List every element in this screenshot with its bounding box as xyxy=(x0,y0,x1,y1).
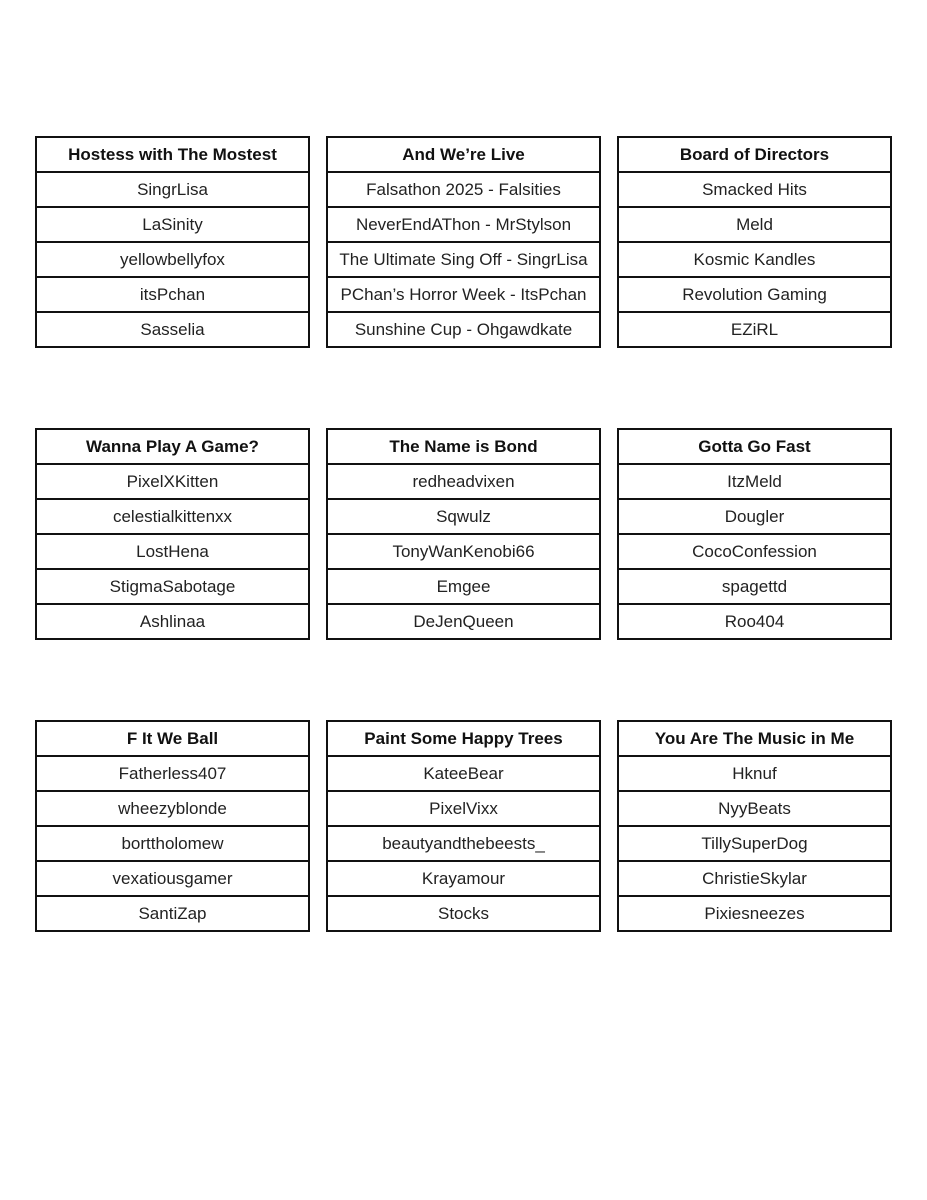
table-row xyxy=(36,569,309,604)
table-row xyxy=(327,534,600,569)
nominee-cell: LaSinity xyxy=(36,207,309,242)
nominee-cell: redheadvixen xyxy=(327,464,600,499)
nominee-cell: itsPchan xyxy=(36,277,309,312)
table-row xyxy=(618,896,891,931)
nominee-cell: beautyandthebeests_ xyxy=(327,826,600,861)
table-row xyxy=(618,861,891,896)
table-row xyxy=(618,569,891,604)
category-table xyxy=(326,136,601,348)
table-row xyxy=(618,172,891,207)
table-row xyxy=(36,312,309,347)
nominee-cell: SantiZap xyxy=(36,896,309,931)
table-row xyxy=(618,791,891,826)
table-row xyxy=(618,534,891,569)
nominee-cell: NeverEndAThon - MrStylson xyxy=(327,207,600,242)
table-row xyxy=(36,756,309,791)
table-row xyxy=(36,861,309,896)
nominee-cell: LostHena xyxy=(36,534,309,569)
table-row xyxy=(618,207,891,242)
category-table xyxy=(326,428,601,640)
nominee-cell: Revolution Gaming xyxy=(618,277,891,312)
nominee-cell: Roo404 xyxy=(618,604,891,639)
nominee-cell: The Ultimate Sing Off - SingrLisa xyxy=(327,242,600,277)
table-row xyxy=(618,277,891,312)
nominee-cell: SingrLisa xyxy=(36,172,309,207)
category-table xyxy=(35,136,310,348)
nominee-cell: Krayamour xyxy=(327,861,600,896)
table-row xyxy=(36,604,309,639)
category-title: F It We Ball xyxy=(36,721,309,756)
nominee-cell: Meld xyxy=(618,207,891,242)
nominee-cell: Emgee xyxy=(327,569,600,604)
nominee-cell: vexatiousgamer xyxy=(36,861,309,896)
nominee-cell: Sqwulz xyxy=(327,499,600,534)
table-row xyxy=(618,604,891,639)
table-row xyxy=(36,242,309,277)
nominee-cell: PChan’s Horror Week - ItsPchan xyxy=(327,277,600,312)
table-row xyxy=(327,569,600,604)
nominee-cell: TonyWanKenobi66 xyxy=(327,534,600,569)
category-title: Gotta Go Fast xyxy=(618,429,891,464)
category-table xyxy=(617,720,892,932)
table-row xyxy=(36,534,309,569)
table-row xyxy=(327,242,600,277)
nominee-cell: StigmaSabotage xyxy=(36,569,309,604)
category-title: Board of Directors xyxy=(618,137,891,172)
nominee-cell: DeJenQueen xyxy=(327,604,600,639)
table-row xyxy=(36,277,309,312)
table-row xyxy=(327,277,600,312)
nominee-cell: Stocks xyxy=(327,896,600,931)
nominee-cell: EZiRL xyxy=(618,312,891,347)
category-title: Hostess with The Mostest xyxy=(36,137,309,172)
nominee-cell: Hknuf xyxy=(618,756,891,791)
nominee-cell: KateeBear xyxy=(327,756,600,791)
table-row xyxy=(327,861,600,896)
table-row xyxy=(36,896,309,931)
table-row xyxy=(36,172,309,207)
table-row xyxy=(618,312,891,347)
table-row xyxy=(327,756,600,791)
category-grid xyxy=(35,136,892,932)
category-table xyxy=(617,428,892,640)
category-title: You Are The Music in Me xyxy=(618,721,891,756)
nominee-cell: Pixiesneezes xyxy=(618,896,891,931)
table-row xyxy=(327,464,600,499)
nominee-cell: NyyBeats xyxy=(618,791,891,826)
table-row xyxy=(618,756,891,791)
nominee-cell: Dougler xyxy=(618,499,891,534)
nominee-cell: borttholomew xyxy=(36,826,309,861)
category-table xyxy=(35,428,310,640)
table-row xyxy=(36,499,309,534)
nominee-cell: Smacked Hits xyxy=(618,172,891,207)
table-row xyxy=(36,207,309,242)
nominee-cell: Fatherless407 xyxy=(36,756,309,791)
table-row xyxy=(327,172,600,207)
nominee-cell: Ashlinaa xyxy=(36,604,309,639)
nominee-cell: celestialkittenxx xyxy=(36,499,309,534)
nominee-cell: PixelXKitten xyxy=(36,464,309,499)
nominee-cell: yellowbellyfox xyxy=(36,242,309,277)
table-row xyxy=(618,464,891,499)
nominee-cell: PixelVixx xyxy=(327,791,600,826)
category-table xyxy=(326,720,601,932)
nominee-cell: Sunshine Cup - Ohgawdkate xyxy=(327,312,600,347)
table-row xyxy=(327,896,600,931)
table-row xyxy=(618,242,891,277)
table-row xyxy=(36,464,309,499)
nominee-cell: Kosmic Kandles xyxy=(618,242,891,277)
table-row xyxy=(618,499,891,534)
table-row xyxy=(36,826,309,861)
nominee-cell: wheezyblonde xyxy=(36,791,309,826)
category-title: Paint Some Happy Trees xyxy=(327,721,600,756)
table-row xyxy=(327,791,600,826)
table-row xyxy=(618,826,891,861)
nominee-cell: Sasselia xyxy=(36,312,309,347)
category-table xyxy=(35,720,310,932)
nominee-cell: ItzMeld xyxy=(618,464,891,499)
nominee-cell: TillySuperDog xyxy=(618,826,891,861)
table-row xyxy=(327,826,600,861)
nominee-cell: Falsathon 2025 - Falsities xyxy=(327,172,600,207)
nominee-cell: spagettd xyxy=(618,569,891,604)
table-row xyxy=(327,207,600,242)
nominee-cell: ChristieSkylar xyxy=(618,861,891,896)
table-row xyxy=(36,791,309,826)
category-title: The Name is Bond xyxy=(327,429,600,464)
category-title: Wanna Play A Game? xyxy=(36,429,309,464)
table-row xyxy=(327,499,600,534)
nominee-cell: CocoConfession xyxy=(618,534,891,569)
category-title: And We’re Live xyxy=(327,137,600,172)
table-row xyxy=(327,604,600,639)
category-table xyxy=(617,136,892,348)
table-row xyxy=(327,312,600,347)
